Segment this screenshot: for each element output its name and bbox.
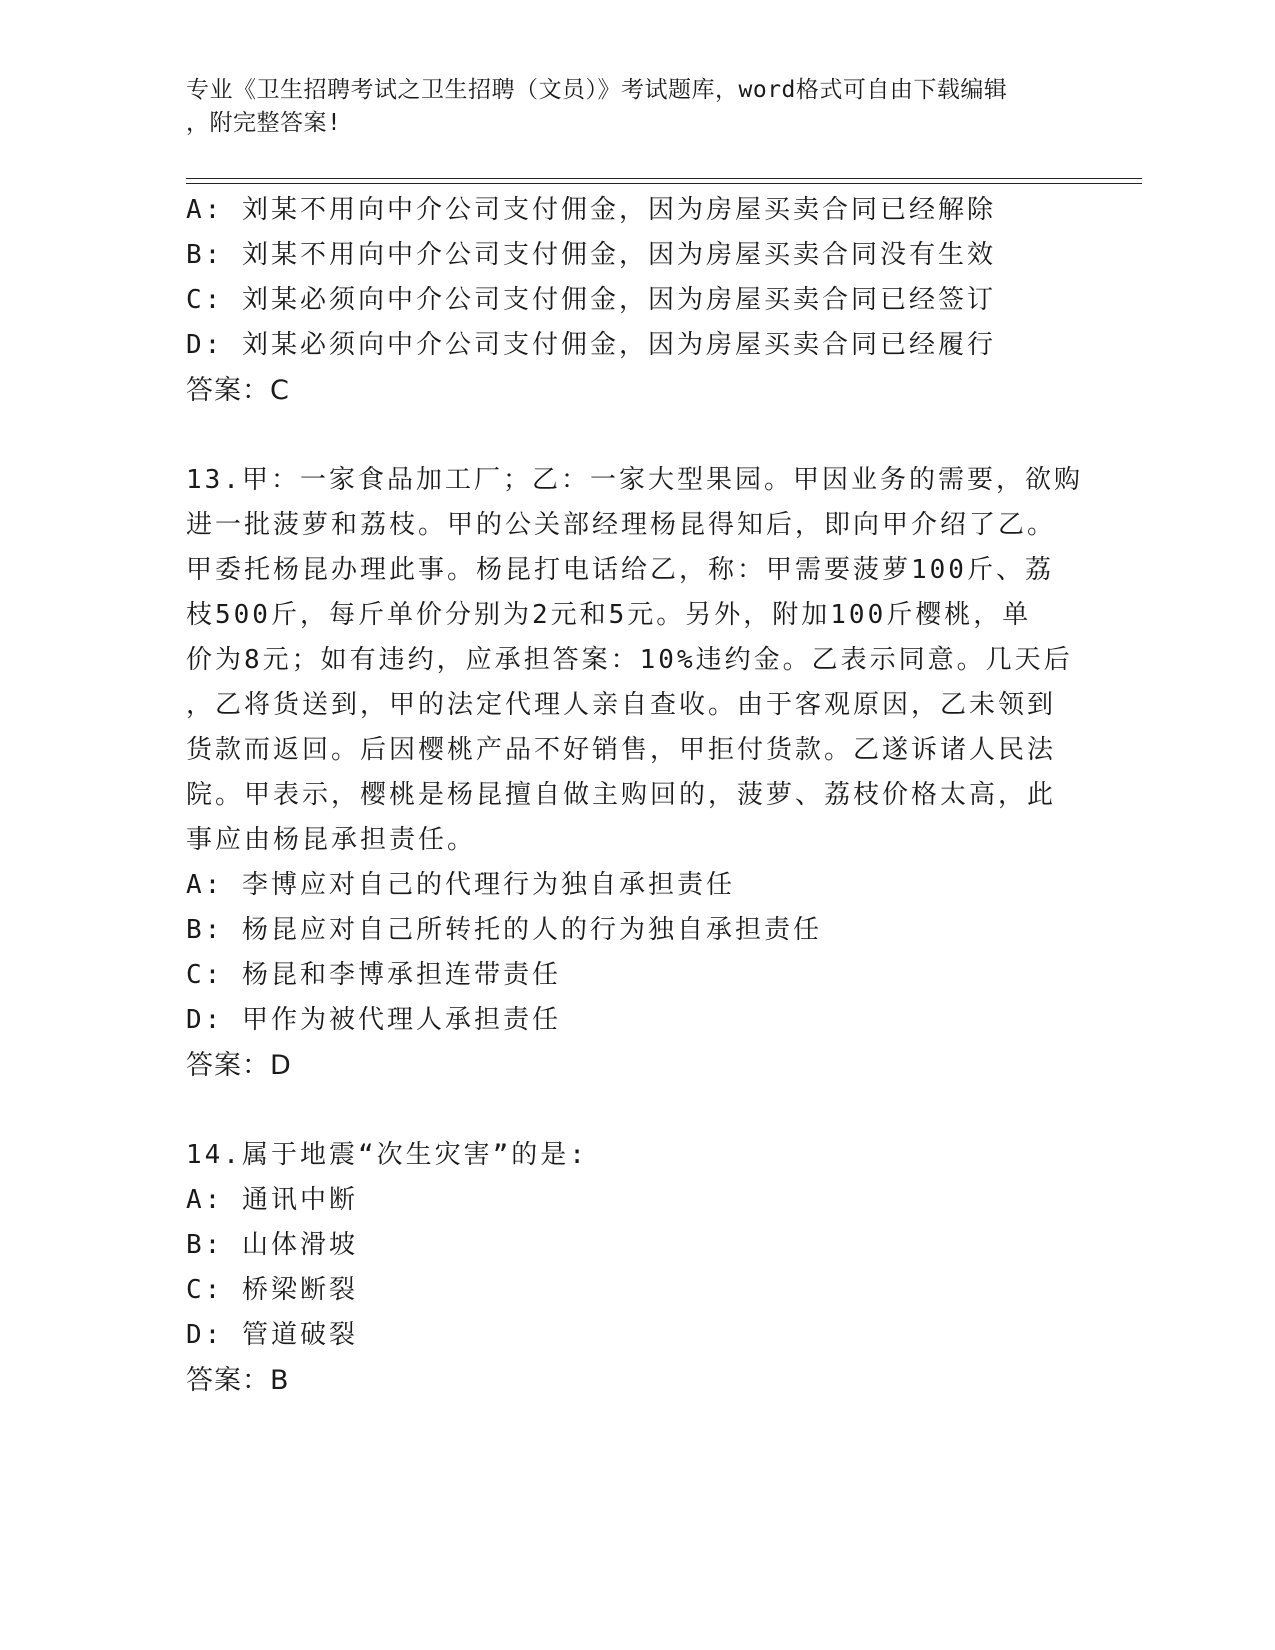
option-b: B: 刘某不用向中介公司支付佣金，因为房屋买卖合同没有生效: [186, 240, 996, 270]
option-c: C: 桥梁断裂: [186, 1275, 358, 1305]
option-d: D: 刘某必须向中介公司支付佣金，因为房屋买卖合同已经履行: [186, 330, 996, 360]
header-line-2: ，附完整答案!: [186, 110, 342, 136]
question-stem-line: 枝500斤，每斤单价分别为2元和5元。另外，附加100斤樱桃，单: [186, 600, 1032, 630]
question-content: [186, 188, 1083, 1403]
question-stem-line: 甲委托杨昆办理此事。杨昆打电话给乙，称：甲需要菠萝100斤、荔: [186, 555, 1054, 585]
answer: 答案：D: [186, 1050, 292, 1081]
question-stem-line: 13.甲：一家食品加工厂；乙：一家大型果园。甲因业务的需要，欲购: [186, 465, 1083, 495]
question-13: [186, 458, 1083, 1088]
option-d: D: 管道破裂: [186, 1320, 358, 1350]
option-a: A: 刘某不用向中介公司支付佣金，因为房屋买卖合同已经解除: [186, 195, 996, 225]
question-12: [186, 188, 1066, 413]
option-c: C: 刘某必须向中介公司支付佣金，因为房屋买卖合同已经签订: [186, 285, 996, 315]
header-double-rule: [186, 178, 1142, 184]
answer: 答案：B: [186, 1365, 290, 1396]
document-header: [186, 74, 1066, 140]
option-b: B: 山体滑坡: [186, 1230, 358, 1260]
question-stem-line: 进一批菠萝和荔枝。甲的公关部经理杨昆得知后，即向甲介绍了乙。: [186, 510, 1057, 540]
spacer: [186, 1088, 1066, 1133]
spacer: [186, 413, 1066, 458]
question-stem: 14.属于地震“次生灾害”的是:: [186, 1140, 588, 1170]
question-14: [186, 1133, 1066, 1403]
option-b: B: 杨昆应对自己所转托的人的行为独自承担责任: [186, 915, 822, 945]
option-d: D: 甲作为被代理人承担责任: [186, 1005, 561, 1035]
option-a: A: 通讯中断: [186, 1185, 358, 1215]
question-stem-line: 价为8元；如有违约，应承担答案：10%违约金。乙表示同意。几天后: [186, 645, 1073, 675]
answer: 答案：C: [186, 375, 290, 406]
header-line-1: 专业《卫生招聘考试之卫生招聘（文员）》考试题库，word格式可自由下载编辑: [186, 77, 1008, 103]
option-c: C: 杨昆和李博承担连带责任: [186, 960, 561, 990]
question-stem-line: 货款而返回。后因樱桃产品不好销售，甲拒付货款。乙遂诉诸人民法: [186, 735, 1057, 765]
question-stem-line: ，乙将货送到，甲的法定代理人亲自查收。由于客观原因，乙未领到: [186, 690, 1057, 720]
option-a: A: 李博应对自己的代理行为独自承担责任: [186, 870, 735, 900]
question-stem-line: 院。甲表示，樱桃是杨昆擅自做主购回的，菠萝、荔枝价格太高，此: [186, 780, 1057, 810]
question-stem-line: 事应由杨昆承担责任。: [186, 825, 477, 855]
